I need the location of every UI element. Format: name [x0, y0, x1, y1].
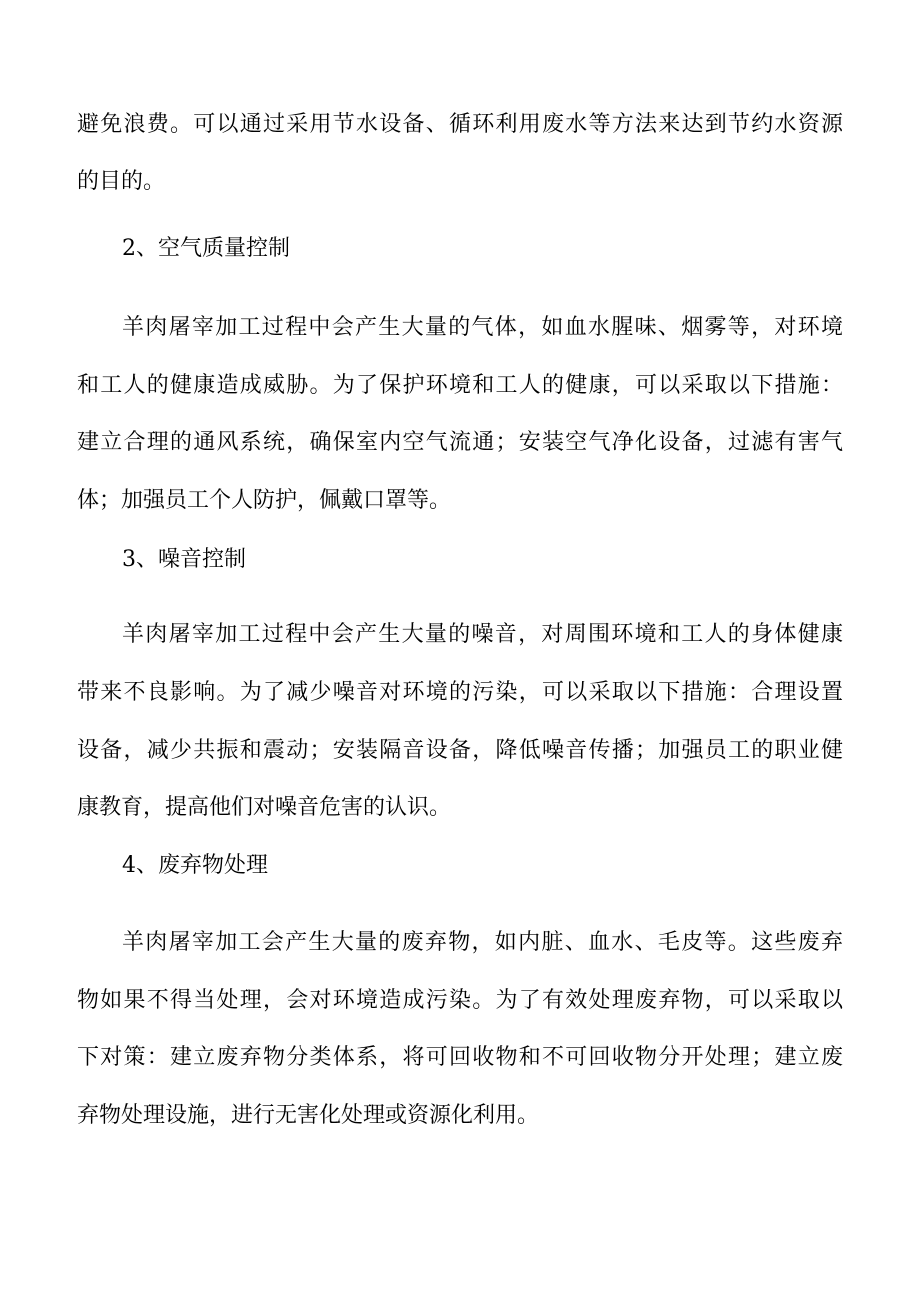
paragraph-line: 下对策：建立废弃物分类体系，将可回收物和不可回收物分开处理；建立废 [77, 1045, 843, 1070]
paragraph-line: 体；加强员工个人防护，佩戴口罩等。 [77, 488, 452, 513]
paragraph-line: 物如果不得当处理，会对环境造成污染。为了有效处理废弃物，可以采取以 [77, 988, 843, 1013]
paragraph-line: 羊肉屠宰加工会产生大量的废弃物，如内脏、血水、毛皮等。这些废弃 [122, 930, 843, 955]
paragraph-line: 康教育，提高他们对噪音危害的认识。 [77, 795, 452, 820]
paragraph-line: 羊肉屠宰加工过程中会产生大量的噪音，对周围环境和工人的身体健康 [122, 622, 843, 647]
paragraph-line: 避免浪费。可以通过采用节水设备、循环利用废水等方法来达到节约水资源 [77, 112, 843, 137]
paragraph-line: 弃物处理设施，进行无害化处理或资源化利用。 [77, 1103, 540, 1128]
section-heading-noise: 3、噪音控制 [122, 547, 246, 572]
paragraph-line: 羊肉屠宰加工过程中会产生大量的气体，如血水腥味、烟雾等，对环境 [122, 315, 843, 340]
paragraph-line: 的目的。 [77, 169, 166, 194]
paragraph-line: 和工人的健康造成威胁。为了保护环境和工人的健康，可以采取以下措施： [77, 373, 843, 398]
paragraph-line: 带来不良影响。为了减少噪音对环境的污染，可以采取以下措施：合理设置 [77, 680, 843, 705]
paragraph-line: 设备，减少共振和震动；安装隔音设备，降低噪音传播；加强员工的职业健 [77, 738, 843, 763]
section-heading-air-quality: 2、空气质量控制 [122, 236, 290, 261]
section-heading-waste: 4、废弃物处理 [122, 853, 268, 878]
paragraph-line: 建立合理的通风系统，确保室内空气流通；安装空气净化设备，过滤有害气 [77, 430, 843, 455]
